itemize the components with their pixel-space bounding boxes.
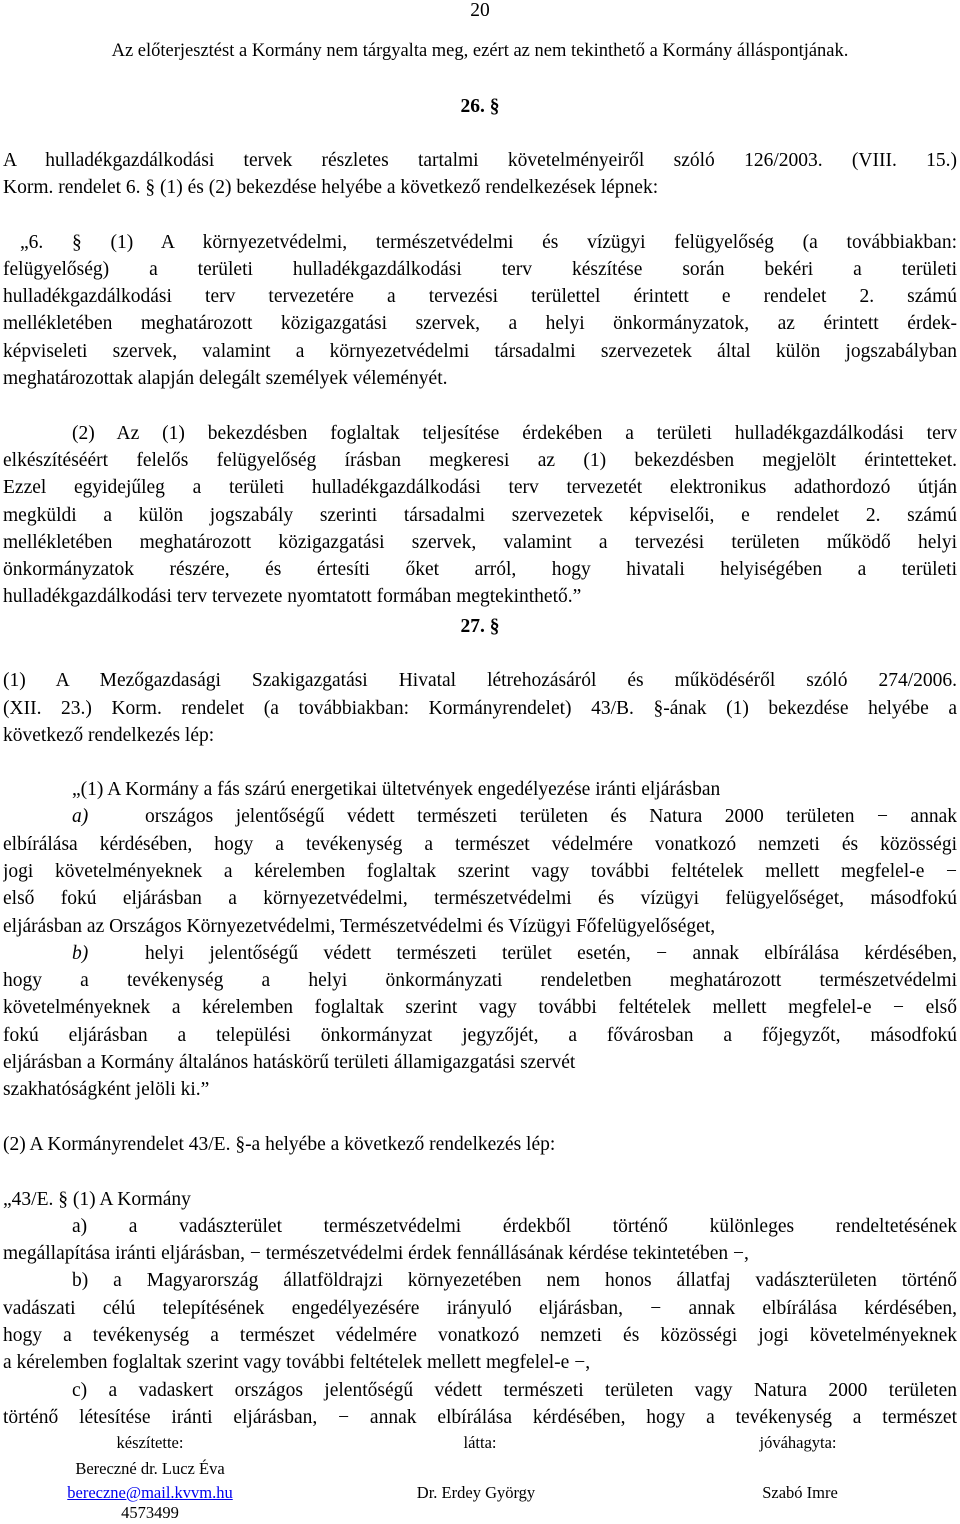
prepared-email-link[interactable]: bereczne@mail.kvvm.hu — [67, 1483, 233, 1502]
s26-line-7: képviseleti szervek, valamint a környezetvédelmi társadalmi szervezetek által külön jogszabályban — [3, 341, 957, 362]
q2-line-7: c) a vadaskert országos jelentőségű védett természeti területen vagy Natura 2000 területen — [72, 1380, 957, 1401]
section-27-heading: 27. § — [460, 616, 500, 637]
item-a-first-line: országos jelentőségű védett természeti területen és Natura 2000 területen − annak — [145, 806, 957, 827]
item-b-line-5: eljárásban a Kormány általános hatáskörű területi államigazgatási szervét — [3, 1052, 576, 1073]
s26-line-12: megküldi a külön jogszabály szerinti társadalmi szervezetek képviselői, e rendelet 2. számú — [3, 505, 957, 526]
s26-line-3: „6. § (1) A környezetvédelmi, természetvédelmi és vízügyi felügyelőség (a továbbiakban: — [20, 232, 957, 253]
s26-line-8: meghatározottak alapján delegált személyek véleményét. — [3, 368, 448, 389]
s26-line-6: mellékletében meghatározott közigazgatási szervek, a helyi önkormányzatok, az érintett érdek- — [3, 313, 957, 334]
q2-line-3: b) a Magyarország állatföldrajzi környezetében nem honos állatfaj vadászterületen történő — [72, 1270, 957, 1291]
item-b-label: b) — [72, 943, 89, 964]
s26-line-5: hulladékgazdálkodási terv tervezetére a tervezési területtel érintett e rendelet 2. számú — [3, 286, 957, 307]
s27-p1-line-1: (1) A Mezőgazdasági Szakigazgatási Hivatal létrehozásáról és működéséről szóló 274/2006. — [3, 670, 957, 691]
item-a-line-5: eljárásban az Országos Környezetvédelmi, Természetvédelmi és Vízügyi Főfelügyelőséget, — [3, 916, 716, 937]
item-b-line-6: szakhatóságként jelöli ki.” — [3, 1079, 210, 1100]
item-a-line-2: elbírálása kérdésében, hogy a tevékenység a természet védelmére vonatkozó nemzeti és közösségi — [3, 834, 957, 855]
q2-line-1: a) a vadászterület természetvédelmi érdekből történő különleges rendeltetésének — [72, 1216, 957, 1237]
seen-name: Dr. Erdey György — [416, 1483, 536, 1502]
item-a-line-3: jogi követelményeknek a kérelemben foglaltak szerint vagy további feltételek mellett megfelel-e − — [3, 861, 957, 882]
prepared-label: készítette: — [116, 1433, 184, 1452]
s26-line-13: mellékletében meghatározott közigazgatási szervek, valamint a tervezési területen működő helyi — [3, 532, 957, 553]
s26-line-15: hulladékgazdálkodási terv tervezete nyomtatott formában megtekinthető.” — [3, 586, 582, 607]
q2-line-4: vadászati célú telepítésének engedélyezésére irányuló eljárásban, − annak elbírálása kérdésében, — [3, 1298, 957, 1319]
q2-line-8: történő létesítése iránti eljárásban, − annak elbírálása kérdésében, hogy a tevékenység a természet — [3, 1407, 957, 1428]
q2-line-2: megállapítása iránti eljárásban, − természetvédelmi érdek fennállásának kérdése tekintetében −, — [3, 1243, 749, 1264]
q2-line-5: hogy a tevékenység a természet védelmére vonatkozó nemzeti és közösségi jogi követelményeknek — [3, 1325, 957, 1346]
quote2-intro: „43/E. § (1) A Kormány — [3, 1189, 191, 1210]
prepared-email-wrap — [40, 1482, 260, 1504]
q2-line-6: a kérelemben foglaltak szerint vagy további feltételek mellett megfelel-e −, — [3, 1352, 591, 1373]
item-b-line-3: követelményeknek a kérelemben foglaltak szerint vagy további feltételek mellett megfelel-e − első — [3, 997, 957, 1018]
approved-label: jóváhagyta: — [759, 1433, 837, 1452]
s27-p2-line: (2) A Kormányrendelet 43/E. §-a helyébe a következő rendelkezés lép: — [3, 1134, 556, 1155]
item-b-line-4: fokú eljárásban a települési önkormányzat jegyzőjét, a fővárosban a főjegyzőt, másodfokú — [3, 1025, 957, 1046]
disclaimer-line: Az előterjesztést a Kormány nem tárgyalta meg, ezért az nem tekinthető a Kormány álláspontjának. — [111, 41, 849, 61]
s26-line-10: elkészítéséért felelős felügyelőség írásban megkeresi az (1) bekezdésben megjelölt érintetteket. — [3, 450, 957, 471]
seen-label: látta: — [463, 1433, 497, 1452]
s26-line-2: Korm. rendelet 6. § (1) és (2) bekezdése helyébe a következő rendelkezések lépnek: — [3, 177, 659, 198]
item-b-first-line: helyi jelentőségű védett természeti terület esetén, − annak elbírálása kérdésében, — [145, 943, 957, 964]
item-a-line-4: első fokú eljárásban a környezetvédelmi, természetvédelmi és vízügyi felügyelőséget, másodfokú — [3, 888, 957, 909]
quote-intro: „(1) A Kormány a fás szárú energetikai ültetvények engedélyezése iránti eljárásban — [72, 779, 721, 800]
s27-p1-line-2: (XII. 23.) Korm. rendelet (a továbbiakban: Kormányrendelet) 43/B. §-ának (1) bekezdése helyébe a — [3, 698, 957, 719]
s26-line-11: Ezzel egyidejűleg a területi hulladékgazdálkodási terv tervezetét elektronikus adathordozó útján — [3, 477, 957, 498]
item-b-line-2: hogy a tevékenység a helyi önkormányzati rendeletben meghatározott természetvédelmi — [3, 970, 957, 991]
approved-name: Szabó Imre — [762, 1483, 838, 1502]
s27-p1-line-3: következő rendelkezés lép: — [3, 725, 215, 746]
section-26-heading: 26. § — [460, 96, 500, 117]
prepared-phone: 4573499 — [121, 1503, 179, 1522]
s26-line-1: A hulladékgazdálkodási tervek részletes tartalmi követelményeiről szóló 126/2003. (VIII. 15.) — [3, 150, 957, 171]
page-number: 20 — [470, 0, 490, 21]
s26-line-14: önkormányzatok részére, és értesíti őket arról, hogy hivatali helyiségében a területi — [3, 559, 957, 580]
s26-line-4: felügyelőség) a területi hulladékgazdálkodási terv készítése során bekéri a területi — [3, 259, 957, 280]
item-a-label: a) — [72, 806, 89, 827]
prepared-name: Bereczné dr. Lucz Éva — [75, 1459, 225, 1478]
s26-line-9: (2) Az (1) bekezdésben foglaltak teljesítése érdekében a területi hulladékgazdálkodási terv — [72, 423, 957, 444]
